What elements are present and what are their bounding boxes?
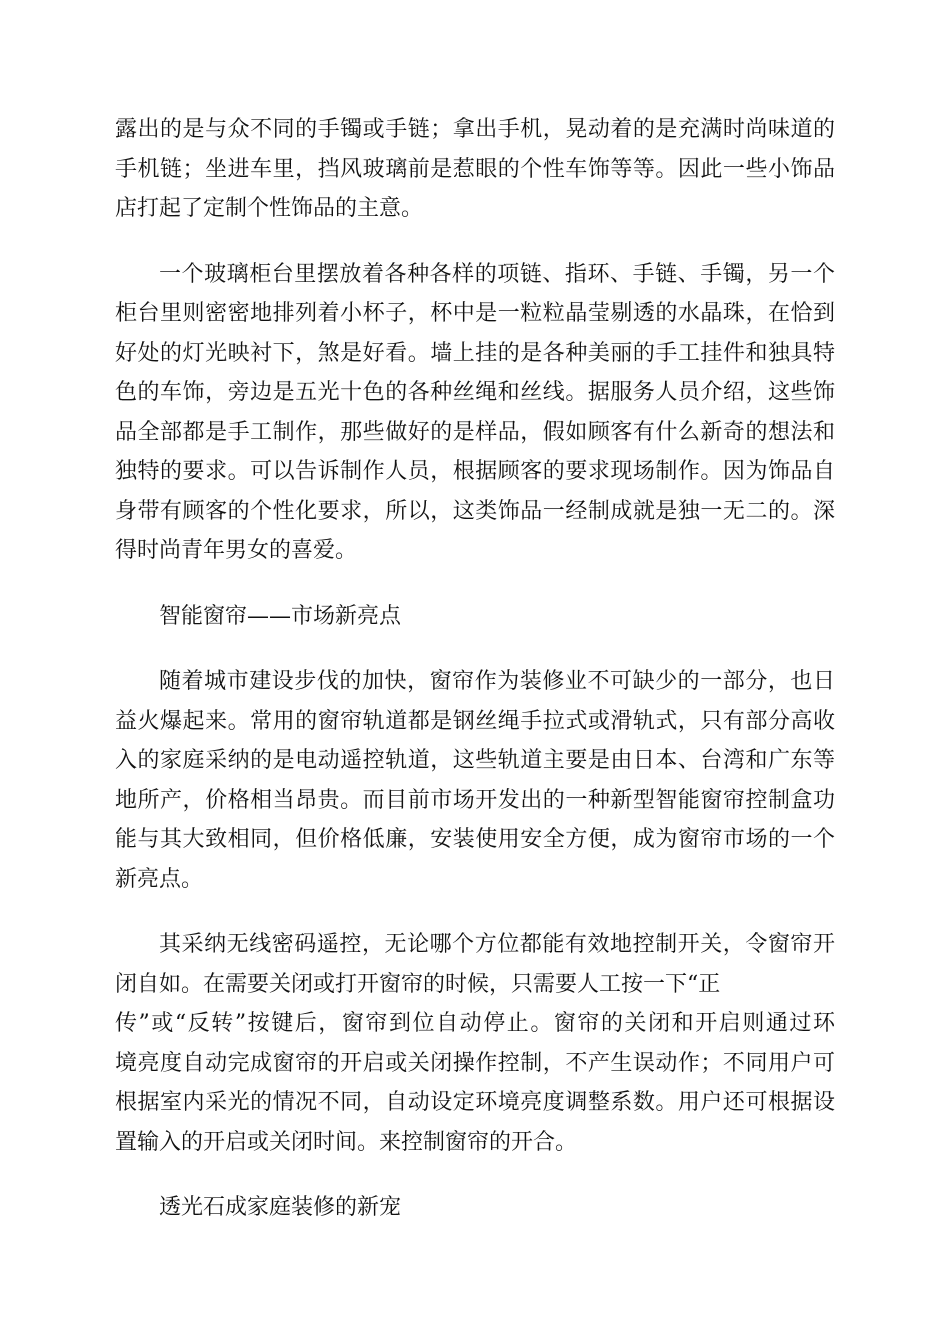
paragraph-curtain-control — [115, 925, 835, 1162]
paragraph-glass-counter — [115, 255, 835, 571]
text-line: 地所产，价格相当昂贵。而目前市场开发出的一种新型智能窗帘控制盒功 — [115, 787, 835, 813]
text-line: 其采纳无线密码遥控，无论哪个方位都能有效地控制开关，令窗帘开 — [159, 932, 835, 957]
text-line: 色的车饰，旁边是五光十色的各种丝绳和丝线。据服务人员介绍，这些饰 — [115, 380, 835, 405]
text-line: 独特的要求。可以告诉制作人员，根据顾客的要求现场制作。因为饰品自 — [115, 459, 835, 484]
text-line: 一个玻璃柜台里摆放着各种各样的项链、指环、手链、手镯，另一个 — [159, 261, 835, 287]
text-line: 好处的灯光映衬下，煞是好看。墙上挂的是各种美丽的手工挂件和独具特 — [115, 340, 835, 366]
text-line: 手机链；坐进车里，挡风玻璃前是惹眼的个性车饰等等。因此一些小饰品 — [115, 156, 835, 182]
text-line: 置输入的开启或关闭时间。来控制窗帘的开合。 — [115, 1129, 578, 1155]
text-line: 随着城市建设步伐的加快，窗帘作为装修业不可缺少的一部分，也日 — [159, 669, 835, 694]
document-page — [115, 110, 835, 1254]
text-line: 根据室内采光的情况不同，自动设定环境亮度调整系数。用户还可根据设 — [115, 1090, 835, 1115]
text-line: 闭自如。在需要关闭或打开窗帘的时候，只需要人工按一下“正 — [115, 971, 721, 997]
text-line: 新亮点。 — [115, 866, 204, 892]
text-line: 益火爆起来。常用的窗帘轨道都是钢丝绳手拉式或滑轨式，只有部分高收 — [115, 708, 835, 734]
text-line: 店打起了定制个性饰品的主意。 — [115, 196, 424, 221]
paragraph-accessories-intro — [115, 110, 835, 229]
section-heading-smart-curtain: 智能窗帘——市场新亮点 — [159, 603, 402, 629]
text-line: 身带有顾客的个性化要求，所以，这类饰品一经制成就是独一无二的。深 — [115, 498, 835, 524]
text-line: 露出的是与众不同的手镯或手链；拿出手机，晃动着的是充满时尚味道的 — [115, 117, 835, 142]
text-line: 入的家庭采纳的是电动遥控轨道，这些轨道主要是由日本、台湾和广东等 — [115, 748, 835, 773]
text-line: 能与其大致相同，但价格低廉，安装使用安全方便，成为窗帘市场的一个 — [115, 827, 835, 852]
text-line: 柜台里则密密地排列着小杯子，杯中是一粒粒晶莹剔透的水晶珠，在恰到 — [115, 301, 835, 326]
section-heading-translucent-stone: 透光石成家庭装修的新宠 — [159, 1195, 402, 1220]
text-line: 品全部都是手工制作，那些做好的是样品，假如顾客有什么新奇的想法和 — [115, 419, 835, 445]
text-line: 境亮度自动完成窗帘的开启或关闭操作控制，不产生误动作；不同用户可 — [115, 1050, 835, 1076]
text-line: 传”或“反转”按键后，窗帘到位自动停止。窗帘的关闭和开启则通过环 — [115, 1011, 835, 1036]
paragraph-curtain-market — [115, 662, 835, 899]
text-line: 得时尚青年男女的喜爱。 — [115, 538, 358, 563]
